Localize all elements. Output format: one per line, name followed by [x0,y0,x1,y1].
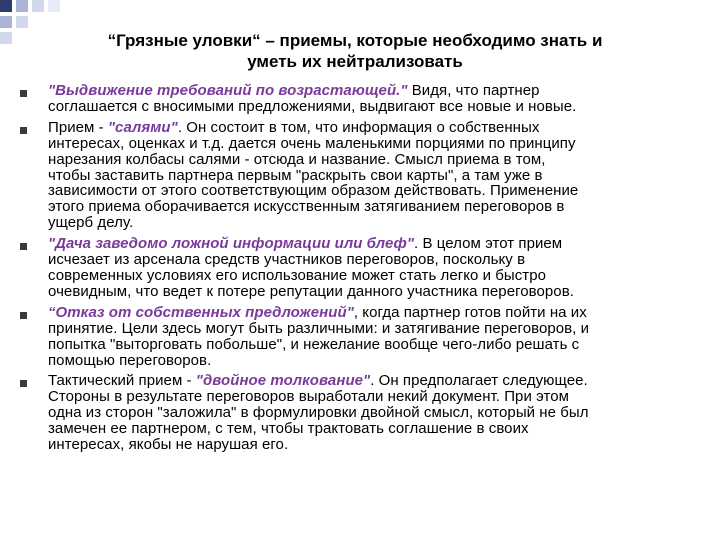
text-segment: , когда партнер готов пойти на их [353,303,587,321]
text-line [48,99,698,115]
text-line [48,405,698,421]
text-line [48,183,698,199]
highlighted-term: “Отказ от собственных предложений" [48,303,354,321]
text-segment: Видя, что партнер [407,82,540,99]
bullet-item [0,83,720,115]
bullet-list [0,83,720,458]
text-segment: интересах, якобы не нарушая его. [48,436,289,454]
text-segment: попытка "выторговать побольше", и нежелание вообще чего-либо решать с [48,335,580,353]
text-line [48,199,698,215]
highlighted-term: "двойное толкование" [195,372,371,390]
text-segment: принятие. Цели здесь могут быть различными: и затягивание переговоров, и [48,319,590,337]
text-segment: Стороны в результате переговоров выработали некий документ. При этом [48,388,569,406]
corner-square [0,32,12,44]
text-line [48,252,698,268]
highlighted-term: "Выдвижение требований по возрастающей." [48,82,408,99]
text-line [48,421,698,437]
slide-title [50,30,660,72]
text-line [48,268,698,284]
text-segment: Тактический прием - [48,372,196,390]
text-segment: исчезает из арсенала средств участников переговоров, поскольку в [48,251,526,269]
text-segment: современных условиях его использование может стать легко и быстро [48,266,547,284]
text-line [48,152,698,168]
corner-square [0,0,12,12]
text-line [48,120,698,136]
title-line: уметь их нейтрализовать [247,52,463,71]
text-line [48,373,698,389]
square-bullet-icon [20,90,27,97]
text-line [48,321,698,337]
text-segment: ущерб делу. [48,214,134,232]
text-line [48,305,698,321]
title-line: “Грязные уловки“ – приемы, которые необходимо знать и [107,31,603,50]
text-line [48,337,698,353]
corner-square [32,0,44,12]
bullet-item [0,236,720,300]
bullet-item [0,373,720,453]
corner-square [48,0,60,12]
square-bullet-icon [20,312,27,319]
highlighted-term: "Дача заведомо ложной информации или блеф" [48,235,415,253]
text-segment: . Он предполагает следующее. [370,372,588,390]
corner-square [16,0,28,12]
text-line [48,136,698,152]
text-segment: помощью переговоров. [48,351,212,369]
text-segment: Прием - [48,118,108,136]
corner-square [0,16,12,28]
text-line [48,83,698,99]
text-segment: . Он состоит в том, что информация о собственных [177,118,540,136]
text-segment: замечен ее партнером, с тем, чтобы трактовать соглашение в своих [48,420,529,438]
corner-square [16,16,28,28]
text-segment: одна из сторон "заложила" в формулировки двойной смысл, который не был [48,404,589,422]
text-segment: соглашается с вносимыми предложениями, выдвигают все новые и новые. [48,97,577,115]
text-line [48,353,698,369]
text-line [48,168,698,184]
text-line [48,236,698,252]
text-segment: очевидным, что ведет к потере репутации данного участника переговоров. [48,282,574,300]
bullet-item [0,120,720,231]
text-segment: зависимости от этого соответствующим образом действовать. Применение [48,182,579,200]
square-bullet-icon [20,127,27,134]
text-segment: этого приема оборачивается искусственным затягиванием переговоров в [48,198,565,216]
text-segment: . В целом этот прием [414,235,563,253]
text-line [48,215,698,231]
text-segment: интересах, оценках и т.д. дается очень маленькими порциями по принципу [48,134,576,152]
text-line [48,284,698,300]
text-segment: чтобы заставить партнера первым "раскрыть свои карты", а там уже в [48,166,543,184]
square-bullet-icon [20,243,27,250]
text-line [48,437,698,453]
bullet-item [0,305,720,369]
square-bullet-icon [20,380,27,387]
text-segment: нарезания колбасы салями - отсюда и название. Смысл приема в том, [48,150,546,168]
text-line [48,389,698,405]
highlighted-term: "салями" [107,118,178,136]
